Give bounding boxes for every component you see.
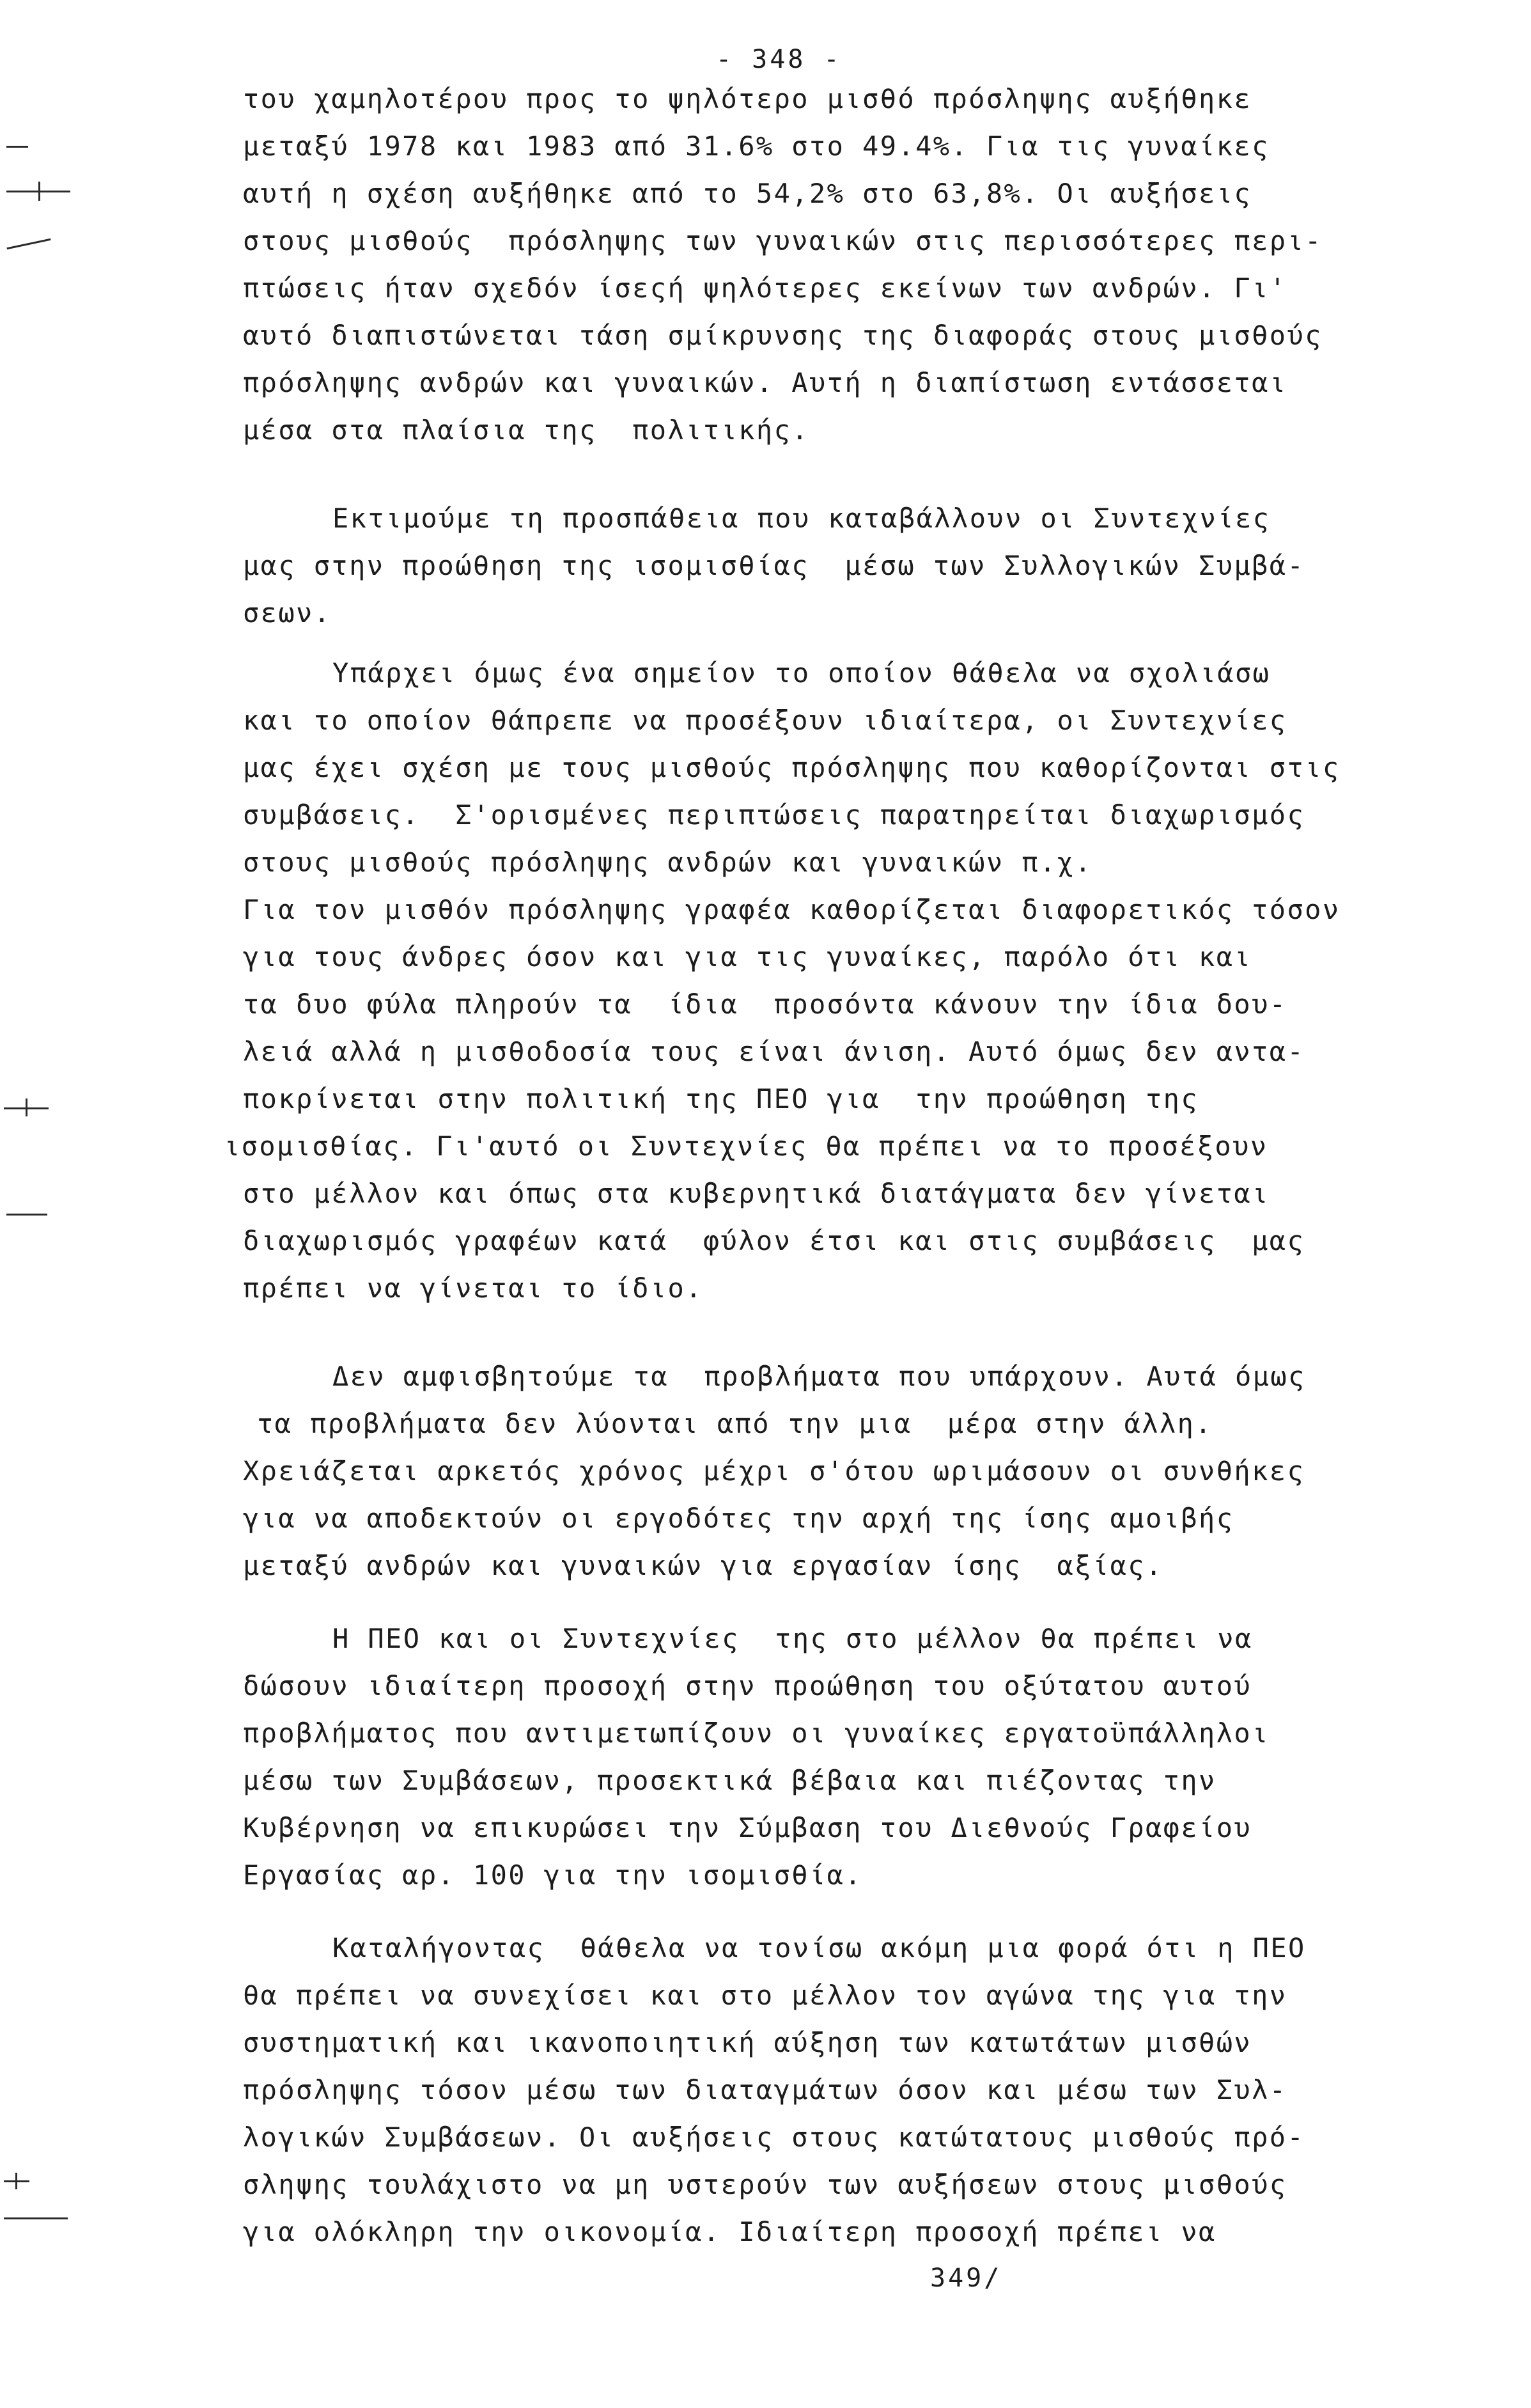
margin-scan-mark xyxy=(6,238,51,249)
paragraph-3 xyxy=(224,650,1438,1312)
text-line: πτώσεις ήταν σχεδόν ίσεςή ψηλότερες εκείνων των ανδρών. Γι' xyxy=(243,272,1287,304)
text-line: θα πρέπει να συνεχίσει και στο μέλλον τον αγώνα της για την xyxy=(243,1980,1287,2011)
text-line: ισομισθίας. Γι'αυτό οι Συντεχνίες θα πρέπει να το προσέξουν xyxy=(224,1130,1268,1162)
text-line: πρόσληψης τόσον μέσω των διαταγμάτων όσον και μέσω των Συλ- xyxy=(243,2074,1287,2106)
paragraph-2 xyxy=(243,495,1438,637)
text-line: Χρειάζεται αρκετός χρόνος μέχρι σ'ότου ωριμάσουν οι συνθήκες xyxy=(243,1455,1305,1487)
text-line: δώσουν ιδιαίτερη προσοχή στην προώθηση του οξύτατου αυτού xyxy=(243,1670,1252,1701)
text-line: μας στην προώθηση της ισομισθίας μέσω των Συλλογικών Συμβά- xyxy=(243,550,1305,581)
next-page-marker: 349/ xyxy=(930,2263,1002,2293)
paragraph-1 xyxy=(243,75,1438,454)
margin-scan-mark xyxy=(15,2173,17,2189)
text-line: του χαμηλοτέρου προς το ψηλότερο μισθό πρόσληψης αυξήθηκε xyxy=(243,83,1252,114)
text-line: μας έχει σχέση με τους μισθούς πρόσληψης που καθορίζονται στις xyxy=(243,752,1341,783)
text-line: στο μέλλον και όπως στα κυβερνητικά διατάγματα δεν γίνεται xyxy=(243,1178,1270,1209)
text-line: στους μισθούς πρόσληψης ανδρών και γυναικών π.χ. xyxy=(243,847,1092,878)
text-line: Για τον μισθόν πρόσληψης γραφέα καθορίζεται διαφορετικός τόσον xyxy=(243,894,1341,925)
paragraph-5 xyxy=(243,1615,1438,1899)
document-body xyxy=(224,75,1438,2256)
text-line: Δεν αμφισβητούμε τα προβλήματα που υπάρχουν. Αυτά όμως xyxy=(332,1361,1306,1392)
paragraph-6 xyxy=(243,1925,1438,2256)
page-number-header: - 348 - xyxy=(716,45,842,74)
text-line: μέσω των Συμβάσεων, προσεκτικά βέβαια και πιέζοντας την xyxy=(243,1765,1216,1796)
text-line: τα δυο φύλα πληρούν τα ίδια προσόντα κάνουν την ίδια δου- xyxy=(243,989,1287,1020)
text-line: αυτή η σχέση αυξήθηκε από το 54,2% στο 63,8%. Οι αυξήσεις xyxy=(243,178,1252,209)
margin-scan-mark xyxy=(26,1098,27,1116)
text-line: για ολόκληρη την οικονομία. Ιδιαίτερη προσοχή πρέπει να xyxy=(243,2216,1216,2248)
text-line: λογικών Συμβάσεων. Οι αυξήσεις στους κατώτατους μισθούς πρό- xyxy=(243,2122,1305,2153)
text-line: πρόσληψης ανδρών και γυναικών. Αυτή η διαπίστωση εντάσσεται xyxy=(243,367,1287,398)
text-line: στους μισθούς πρόσληψης των γυναικών στις περισσότερες περι- xyxy=(243,225,1323,256)
text-line: σεων. xyxy=(243,597,332,629)
text-line: Η ΠΕΟ και οι Συντεχνίες της στο μέλλον θα πρέπει να xyxy=(332,1623,1253,1654)
text-line: για τους άνδρες όσον και για τις γυναίκες, παρόλο ότι και xyxy=(243,941,1252,973)
text-line: διαχωρισμός γραφέων κατά φύλον έτσι και στις συμβάσεις μας xyxy=(243,1225,1305,1256)
text-line: σληψης τουλάχιστο να μη υστερούν των αυξήσεων στους μισθούς xyxy=(243,2169,1287,2200)
margin-scan-mark xyxy=(6,1214,47,1216)
text-line: πρέπει να γίνεται το ίδιο. xyxy=(243,1272,703,1304)
text-line: Καταλήγοντας θάθελα να τονίσω ακόμη μια φορά ότι η ΠΕΟ xyxy=(332,1932,1306,1964)
text-line: Εργασίας αρ. 100 για την ισομισθία. xyxy=(243,1859,863,1891)
text-line: λειά αλλά η μισθοδοσία τους είναι άνιση. Αυτό όμως δεν αντα- xyxy=(243,1036,1305,1067)
text-line: προβλήματος που αντιμετωπίζουν οι γυναίκες εργατοϋπάλληλοι xyxy=(243,1717,1270,1749)
text-line: για να αποδεκτούν οι εργοδότες την αρχή της ίσης αμοιβής xyxy=(243,1503,1234,1534)
margin-scan-mark xyxy=(38,182,40,201)
text-line: συστηματική και ικανοποιητική αύξηση των κατωτάτων μισθών xyxy=(243,2027,1252,2058)
text-line: μεταξύ ανδρών και γυναικών για εργασίαν ίσης αξίας. xyxy=(243,1550,1163,1581)
margin-scan-mark xyxy=(6,146,28,148)
text-line: μεταξύ 1978 και 1983 από 31.6% στο 49.4%. Για τις γυναίκες xyxy=(243,130,1270,162)
text-line: Κυβέρνηση να επικυρώσει την Σύμβαση του Διεθνούς Γραφείου xyxy=(243,1812,1252,1843)
text-line: και το οποίον θάπρεπε να προσέξουν ιδιαίτερα, οι Συντεχνίες xyxy=(243,705,1287,736)
text-line: μέσα στα πλαίσια της πολιτικής. xyxy=(243,414,809,446)
text-line: Εκτιμούμε τη προσπάθεια που καταβάλλουν οι Συντεχνίες xyxy=(332,503,1271,534)
text-line: ποκρίνεται στην πολιτική της ΠΕΟ για την προώθηση της xyxy=(243,1083,1199,1114)
text-line: αυτό διαπιστώνεται τάση σμίκρυνσης της διαφοράς στους μισθούς xyxy=(243,320,1323,351)
text-line: τα προβλήματα δεν λύονται από την μια μέρα στην άλλη. xyxy=(257,1408,1213,1439)
text-line: συμβάσεις. Σ'ορισμένες περιπτώσεις παρατηρείται διαχωρισμός xyxy=(243,799,1305,831)
paragraph-4 xyxy=(243,1353,1438,1590)
text-line: Υπάρχει όμως ένα σημείον το οποίον θάθελα να σχολιάσω xyxy=(332,657,1271,689)
margin-scan-mark xyxy=(4,2217,68,2219)
